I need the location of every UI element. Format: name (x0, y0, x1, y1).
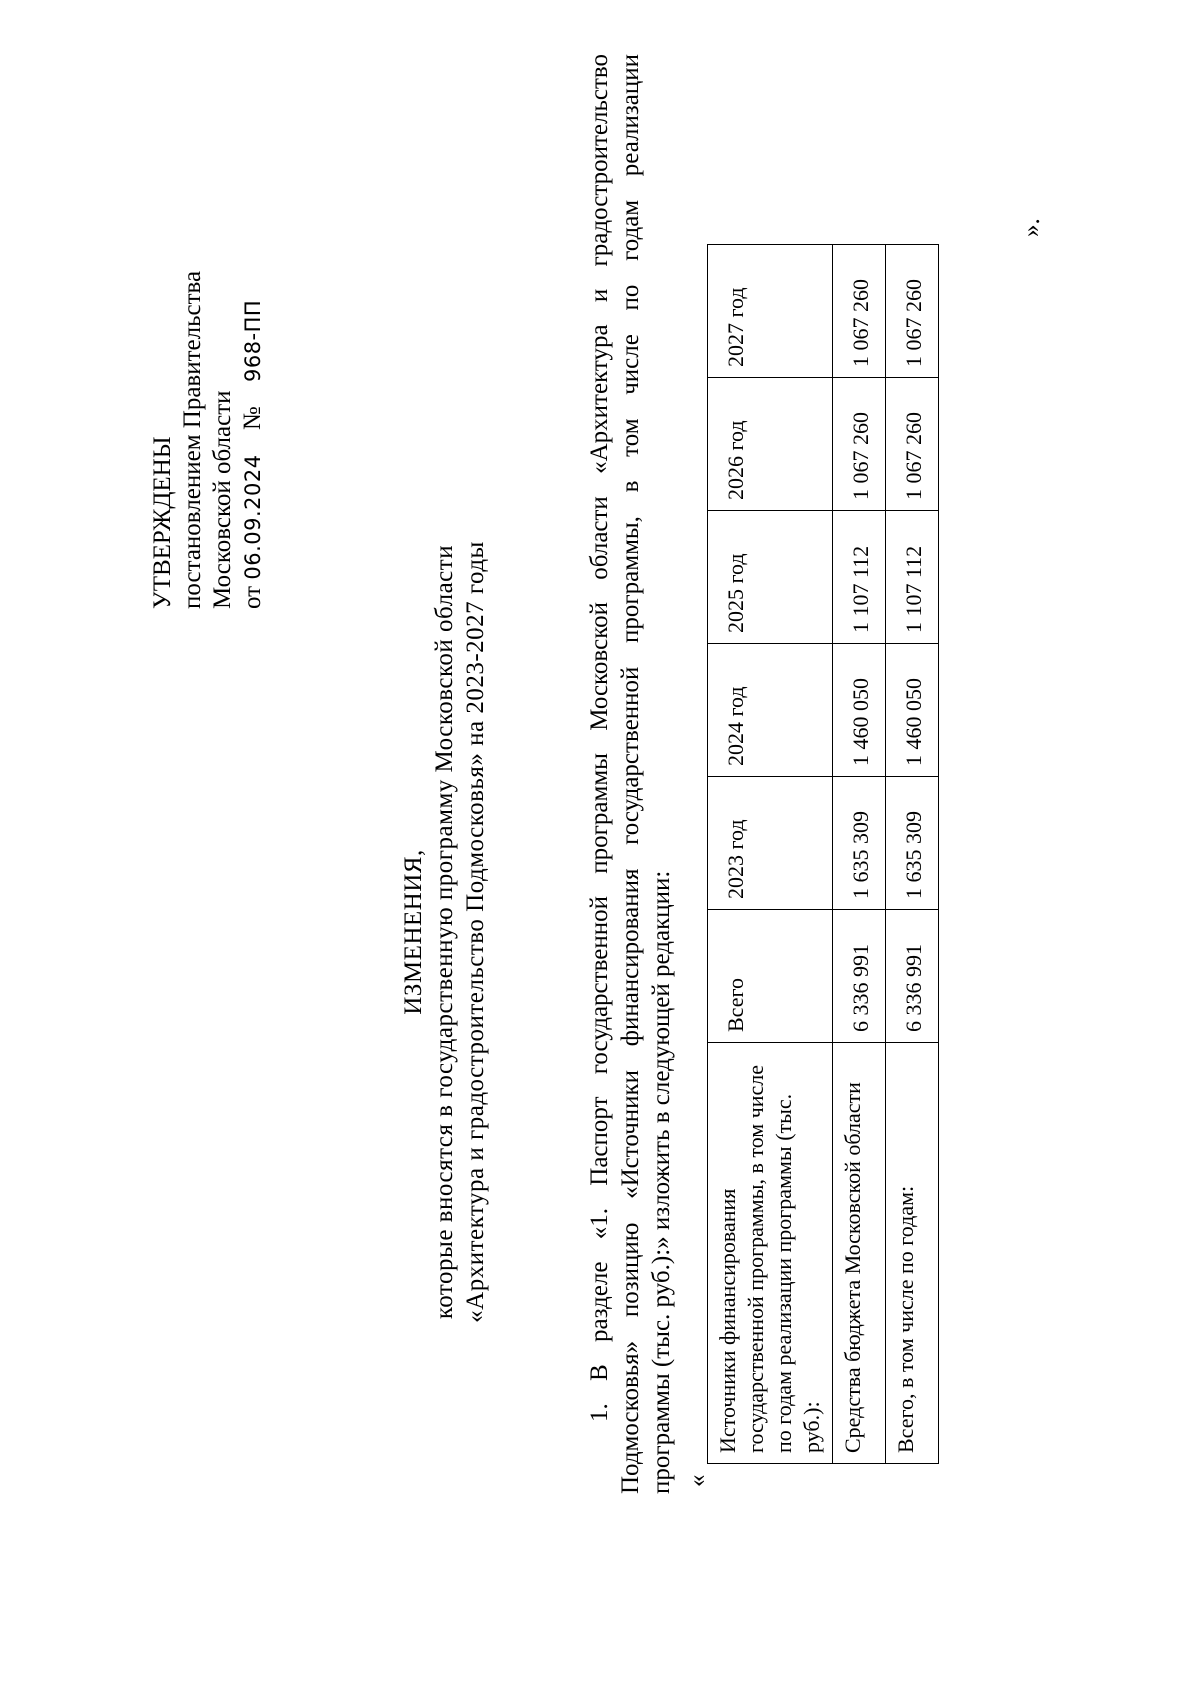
row-label: Всего, в том числе по годам: (886, 1043, 939, 1464)
closing-quote: ». (1018, 218, 1045, 237)
title-subtitle-2: «Архитектура и градостроительство Подмосковья» на 2023-2027 годы (462, 541, 489, 1323)
approval-stamp (148, 271, 268, 609)
cell-value: 1 067 260 (833, 378, 886, 511)
paragraph-line-1 (584, 54, 615, 1494)
title-heading: ИЗМЕНЕНИЯ, (400, 849, 427, 1015)
header-label-cell: Источники финансирования государственной программы, в том числе по годам реализации программы (тыс. руб.): (708, 1043, 833, 1464)
cell-value: 1 460 050 (833, 644, 886, 777)
date-prefix: от (239, 585, 266, 609)
table-row (833, 245, 886, 1464)
cell-value: 1 067 260 (886, 245, 939, 378)
table-row (886, 245, 939, 1464)
cell-value: 1 067 260 (886, 378, 939, 511)
opening-quote: « (684, 1474, 711, 1487)
document-title (398, 367, 491, 1497)
cell-value: 6 336 991 (833, 910, 886, 1043)
cell-value: 6 336 991 (886, 910, 939, 1043)
number-label: № (239, 406, 266, 431)
cell-value: 1 635 309 (833, 777, 886, 910)
approval-date-line (238, 271, 268, 609)
table-header-row (708, 245, 833, 1464)
paragraph-text-1: 1. В разделе «1. Паспорт государственной программы Московской области «Архитектура и градостроительство (586, 54, 613, 1422)
col-2027: 2027 год (708, 245, 833, 378)
col-total: Всего (708, 910, 833, 1043)
cell-value: 1 635 309 (886, 777, 939, 910)
paragraph-line-3: программы (тыс. руб.):» изложить в следующей редакции: (648, 870, 675, 1494)
cell-value: 1 107 112 (833, 511, 886, 644)
row-label: Средства бюджета Московской области (833, 1043, 886, 1464)
col-2023: 2023 год (708, 777, 833, 910)
approval-issuer: постановлением Правительства (179, 270, 206, 609)
cell-value: 1 460 050 (886, 644, 939, 777)
approval-number: 968-ПП (241, 299, 265, 383)
approval-date: 06.09.2024 (241, 454, 265, 580)
approval-title: УТВЕРЖДЕНЫ (149, 436, 176, 609)
col-2024: 2024 год (708, 644, 833, 777)
approval-region: Московской области (209, 390, 236, 609)
col-2025: 2025 год (708, 511, 833, 644)
amendment-paragraph (584, 54, 677, 1494)
title-subtitle-1: которые вносятся в государственную программу Московской области (431, 544, 458, 1320)
paragraph-line-2: Подмосковья» позицию «Источники финансирования государственной программы, в том числе по годам реализации (617, 54, 644, 1494)
financing-table (707, 244, 939, 1464)
cell-value: 1 067 260 (833, 245, 886, 378)
col-2026: 2026 год (708, 378, 833, 511)
cell-value: 1 107 112 (886, 511, 939, 644)
